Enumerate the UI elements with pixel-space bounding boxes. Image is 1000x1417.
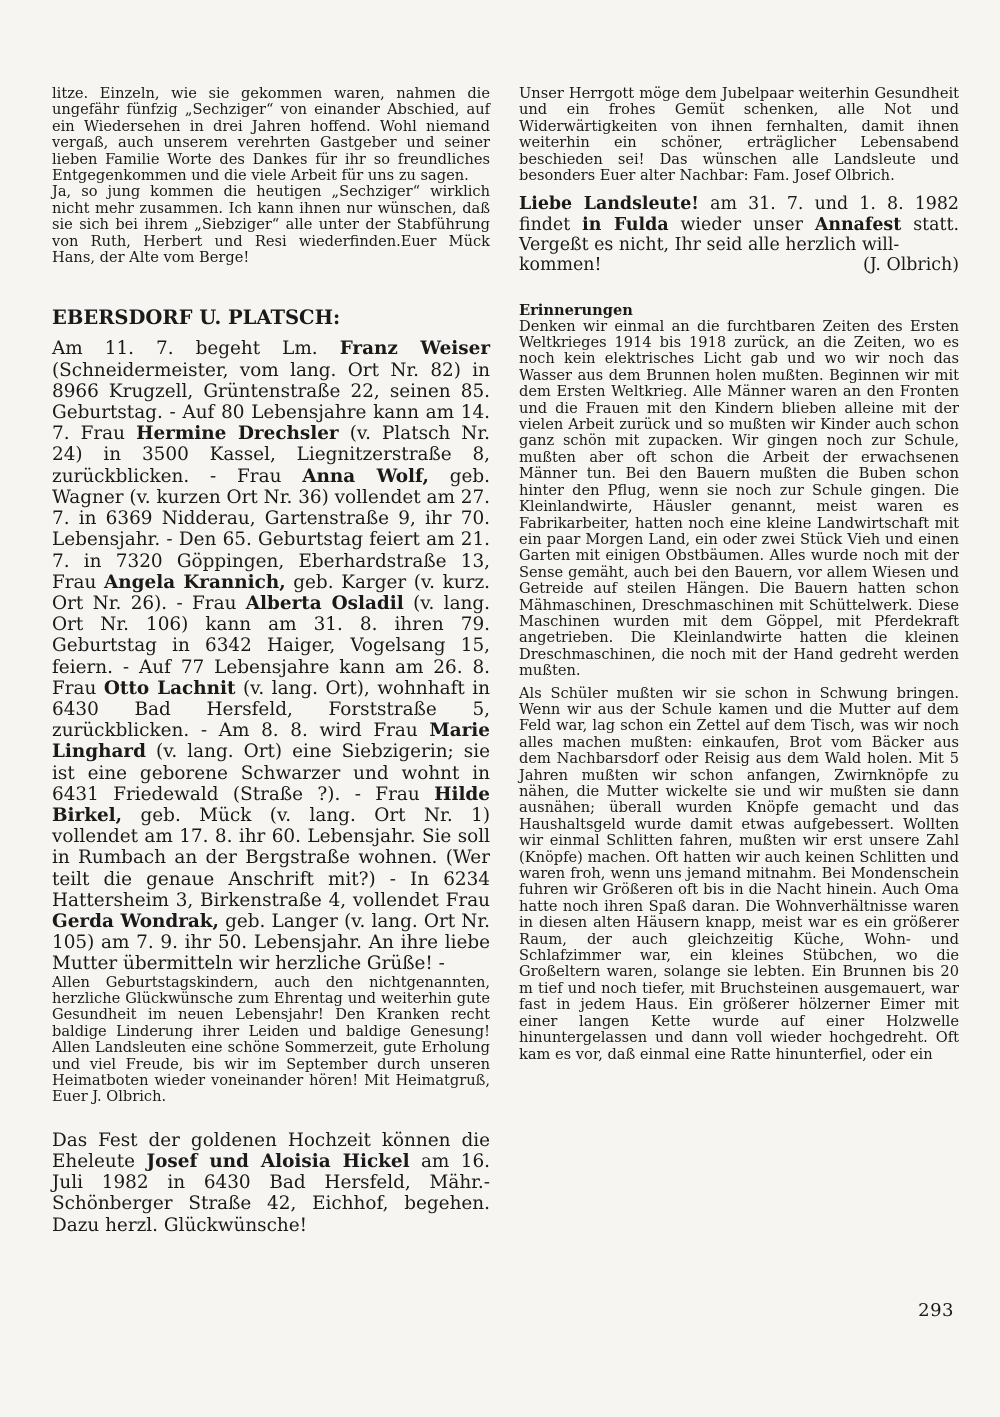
intro-paragraph-1: litze. Einzeln, wie sie gekommen waren, nahmen die ungefähr fünfzig „Sechziger“ von einander Abschied, auf ein Wiedersehen in drei Jahren hoffend. Wohl niemand vergaß, auch unserem verehrten Gastgeber und seiner lieben Familie Worte des Dankes für ihr so freundliches Entgegenkommen und die viele Arbeit für uns zu sagen.: [52, 85, 490, 185]
erinnerungen-paragraph-1: Denken wir einmal an die furchtbaren Zeiten des Ersten Weltkrieges 1914 bis 1918 zurück, an die Zeiten, wo es noch kein elektrisches Licht gab und wo wir noch das Wasser aus dem Brunnen holen mußten. Beginnen wir mit dem Ersten Weltkrieg. Alle Männer waren an den Fronten und die Frauen mit den Kindern blieben alleine mit der vielen Arbeit zurück und so mußten wir Kinder auch schon ganz schön mit zupacken. Wir gingen noch zur Schule, mußten aber oft schon die Arbeit der erwachsenen Männer tun. Bei den Bauern mußten die Buben schon hinter den Pflug, wenn sie noch zur Schule gingen. Die Kleinlandwirte, Häusler genannt, meist waren es Fabrikarbeiter, hatten noch eine kleine Landwirtschaft mit ein paar Morgen Land, ein oder zwei Stück Vieh und einen Garten mit einigen Obstbäumen. Alles wurde noch mit der Sense gemäht, auch bei den Bauern, vor allem Wiesen und Getreide auf steilen Hängen. Die Bauern hatten schon Mähmaschinen, Dreschmaschinen mit Schüttelwerk. Diese Maschinen wurden mit dem Göppel, mit Pferdekraft angetrieben. Die Kleinlandwirte hatten die kleinen Dreschmaschinen, die noch mit der Hand gedreht werden mußten.: [519, 317, 959, 680]
text: Das Fest der goldenen Hochzeit können die Eheleute: [52, 1129, 490, 1173]
person-name: Gerda Wondrak,: [52, 910, 219, 932]
jubilee-wish-paragraph: Unser Herrgott möge dem Jubelpaar weiterhin Gesundheit und ein frohes Gemüt schenken, alle Not und Widerwärtigkeiten von ihnen fernhalten, damit ihnen weiterhin ein schöner, erträglicher Lebensabend beschieden sei! Das wünschen alle Landsleute und besonders Euer alter Nachbar: Fam. Josef Olbrich.: [519, 85, 959, 185]
text: am 31. 7. und 1. 8. 1982 findet: [519, 194, 959, 235]
person-name: Josef und Aloisia Hickel: [146, 1151, 410, 1173]
page-number: 293: [918, 1300, 954, 1321]
annafest-announcement: [519, 194, 959, 255]
text: (v. Platsch Nr. 24) in 3500 Kassel, Liegnitzerstraße 8, zurückblicken. - Frau: [52, 423, 490, 487]
text: (v. lang. Ort) eine Siebzigerin; sie ist eine geborene Schwarzer und wohnt in 6431 Friedewald (Straße ?). - Frau: [52, 741, 490, 805]
person-name: Franz Weiser: [339, 338, 491, 360]
golden-wedding-announcement: [52, 1130, 490, 1236]
text: kommen!: [519, 255, 602, 276]
left-column: [52, 86, 490, 1236]
text: Am 11. 7. begeht Lm.: [52, 338, 340, 360]
text: statt. Vergeßt es nicht, Ihr seid alle herzlich will-: [519, 214, 959, 256]
intro-paragraph-2: Ja, so jung kommen die heutigen „Sechziger“ wirklich nicht mehr zusammen. Ich kann ihnen nur wünschen, daß sie sich bei ihrem „Siebziger“ alle unter der Stabführung von Ruth, Herbert und Resi wiederfinden.Euer Mück Hans, der Alte vom Berge!: [52, 183, 490, 267]
bold-text: Liebe Landsleute!: [519, 194, 699, 215]
bold-text: in Fulda: [582, 214, 669, 235]
erinnerungen-paragraph-2: Als Schüler mußten wir sie schon in Schwung bringen. Wenn wir aus der Schule kamen und die Mutter auf dem Feld war, lag schon ein Zettel auf dem Tisch, was wir noch alles machen mußten: einkaufen, Brot vom Bäcker aus dem Nachbarsdorf oder Reisig aus dem Wald holen. Mit 5 Jahren mußten wir schon anfangen, Zwirnknöpfe zu nähen, die Mutter wickelte sie und wir mußten sie dann ausnähen; überall wurden Knöpfe gemacht und das Haushaltsgeld wurde damit etwas aufgebessert. Wollten wir einmal Schlitten fahren, mußten wir erst unsere Zahl (Knöpfe) machen. Oft hatten wir auch keinen Schlitten und waren froh, wenn uns jemand mitnahm. Bei Mondenschein fuhren wir Größeren oft bis in die Nacht hinein. Auch Oma hatte noch ihren Spaß daran. Die Wohnverhältnisse waren in diesen alten Häusern knapp, meist war es ein größerer Raum, der auch gleichzeitig Küche, Wohn- und Schlafzimmer war, ein kleines Stübchen, wo die Großeltern waren, solange sie lebten. Ein Brunnen bis 20 m tief und noch tiefer, mit Bruchsteinen ausgemauert, war fast in jedem Haus. Ein größerer hölzerner Eimer mit einer langen Kette wurde auf einer Holzwelle hinuntergelassen und dann voll wieder hochgedreht. Oft kam es vor, daß einmal eine Ratte hinunterfiel, oder ein: [519, 684, 959, 1063]
section-heading-ebersdorf: EBERSDORF U. PLATSCH:: [52, 306, 341, 330]
birthday-announcements: [52, 338, 490, 974]
annafest-closing-line: [519, 255, 959, 275]
text: geb. Langer (v. lang. Ort Nr. 105) am 7. 9. ihr 50. Lebensjahr. An ihre liebe Mutter übermitteln wir herzliche Grüße! -: [52, 910, 490, 975]
person-name: Otto Lachnit: [103, 677, 236, 699]
greetings-paragraph: Allen Geburtstagskindern, auch den nichtgenannten, herzliche Glückwünsche zum Ehrentag und weiterhin gute Gesundheit im neuen Lebensjahr! Den Kranken recht baldige Linderung ihrer Leiden und baldige Genesung! Allen Landsleuten eine schöne Sommerzeit, gute Erholung und viel Freude, bis wir im September durch unseren Heimatboten wieder voneinander hören! Mit Heimatgruß, Euer J. Olbrich.: [52, 973, 490, 1106]
text: (v. lang. Ort), wohnhaft in 6430 Bad Hersfeld, Forststraße 5, zurückblicken. - Am 8. 8. wird Frau: [52, 677, 490, 742]
text: wieder unser: [668, 214, 815, 235]
right-column: [519, 86, 959, 1063]
person-name: Hilde Birkel,: [52, 783, 490, 826]
person-name: Hermine Drechsler: [136, 423, 339, 445]
person-name: Marie Linghard: [52, 720, 490, 763]
text: (v. lang. Ort Nr. 106) kann am 31. 8. ihren 79. Geburtstag in 6342 Haiger, Vogelsang 15, feiern. - Auf 77 Lebensjahre kann am 26. 8. Frau: [52, 592, 490, 699]
bold-text: Annafest: [814, 214, 902, 235]
person-name: Alberta Osladil: [245, 592, 404, 614]
erinnerungen-heading: Erinnerungen: [519, 301, 633, 319]
text: am 16. Juli 1982 in 6430 Bad Hersfeld, Mähr.-Schönberger Straße 42, Eichhof, begehen. Dazu herzl. Glückwünsche!: [52, 1151, 491, 1236]
text: (Schneidermeister, vom lang. Ort Nr. 82) in 8966 Krugzell, Grüntenstraße 22, seinen 85. Geburtstag. - Auf 80 Lebensjahre kann am 14. 7. Frau: [52, 359, 490, 445]
text: geb. Mück (v. lang. Ort Nr. 1) vollendet am 17. 8. ihr 60. Lebensjahr. Sie soll in Rumbach an der Bergstraße wohnen. (Wer teilt die genaue Anschrift mit?) - In 6234 Hattersheim 3, Birkenstraße 4, vollendet Frau: [52, 804, 490, 911]
person-name: Angela Krannich,: [104, 571, 286, 593]
text: geb. Wagner (v. kurzen Ort Nr. 36) vollendet am 27. 7. in 6369 Nidderau, Gartenstraße 9, ihr 70. Lebensjahr. - Den 65. Geburtstag feiert am 21. 7. in 7320 Göppingen, Eberhardstraße 13, Frau: [52, 465, 490, 593]
person-name: Anna Wolf,: [302, 465, 429, 487]
signature: (J. Olbrich): [862, 255, 959, 276]
text: geb. Karger (v. kurz. Ort Nr. 26). - Frau: [52, 571, 490, 614]
